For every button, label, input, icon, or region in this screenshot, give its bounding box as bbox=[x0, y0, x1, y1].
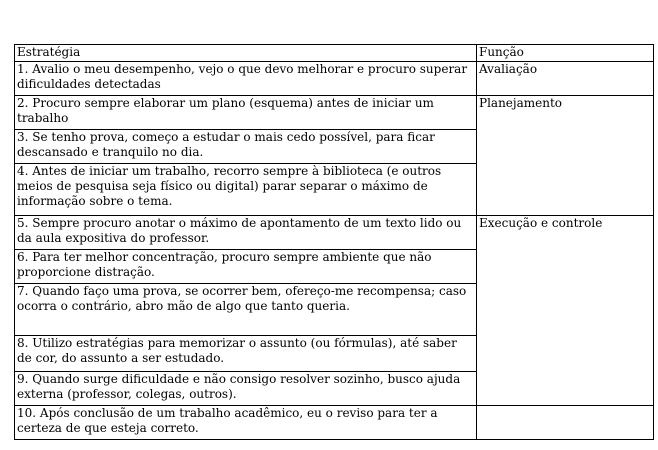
strategy-cell-9: 9. Quando surge dificuldade e não consigo resolver sozinho, busco ajuda externa (professor, colegas, outros). bbox=[15, 372, 477, 406]
strategy-cell-3: 3. Se tenho prova, começo a estudar o mais cedo possível, para ficar descansado e tranquilo no dia. bbox=[15, 130, 477, 164]
strategy-cell-10: 10. Após conclusão de um trabalho acadêmico, eu o reviso para ter a certeza de que esteja correto. bbox=[15, 406, 477, 440]
strategy-cell-6: 6. Para ter melhor concentração, procuro sempre ambiente que não proporcione distração. bbox=[15, 250, 477, 284]
strategy-table bbox=[14, 44, 654, 440]
strategy-cell-2: 2. Procuro sempre elaborar um plano (esquema) antes de iniciar um trabalho bbox=[15, 96, 477, 130]
strategy-cell-8: 8. Utilizo estratégias para memorizar o assunto (ou fórmulas), até saber de cor, do assunto a ser estudado. bbox=[15, 336, 477, 372]
table-row bbox=[15, 96, 654, 130]
strategy-cell-5: 5. Sempre procuro anotar o máximo de apontamento de um texto lido ou da aula expositiva do professor. bbox=[15, 216, 477, 250]
function-cell-empty bbox=[477, 406, 654, 440]
table-header-row bbox=[15, 45, 654, 62]
table-row bbox=[15, 62, 654, 96]
header-strategy: Estratégia bbox=[15, 45, 477, 62]
table-row bbox=[15, 216, 654, 250]
header-function: Função bbox=[477, 45, 654, 62]
function-cell-avaliacao: Avaliação bbox=[477, 62, 654, 96]
strategy-cell-1: 1. Avalio o meu desempenho, vejo o que devo melhorar e procuro superar dificuldades detectadas bbox=[15, 62, 477, 96]
function-cell-planejamento: Planejamento bbox=[477, 96, 654, 216]
table-row bbox=[15, 406, 654, 440]
strategy-cell-7: 7. Quando faço uma prova, se ocorrer bem, ofereço-me recompensa; caso ocorra o contrário, abro mão de algo que tanto queria. bbox=[15, 284, 477, 336]
strategy-cell-4: 4. Antes de iniciar um trabalho, recorro sempre à biblioteca (e outros meios de pesquisa seja físico ou digital) parar separar o máximo de informação sobre o tema. bbox=[15, 164, 477, 216]
function-cell-execucao: Execução e controle bbox=[477, 216, 654, 406]
